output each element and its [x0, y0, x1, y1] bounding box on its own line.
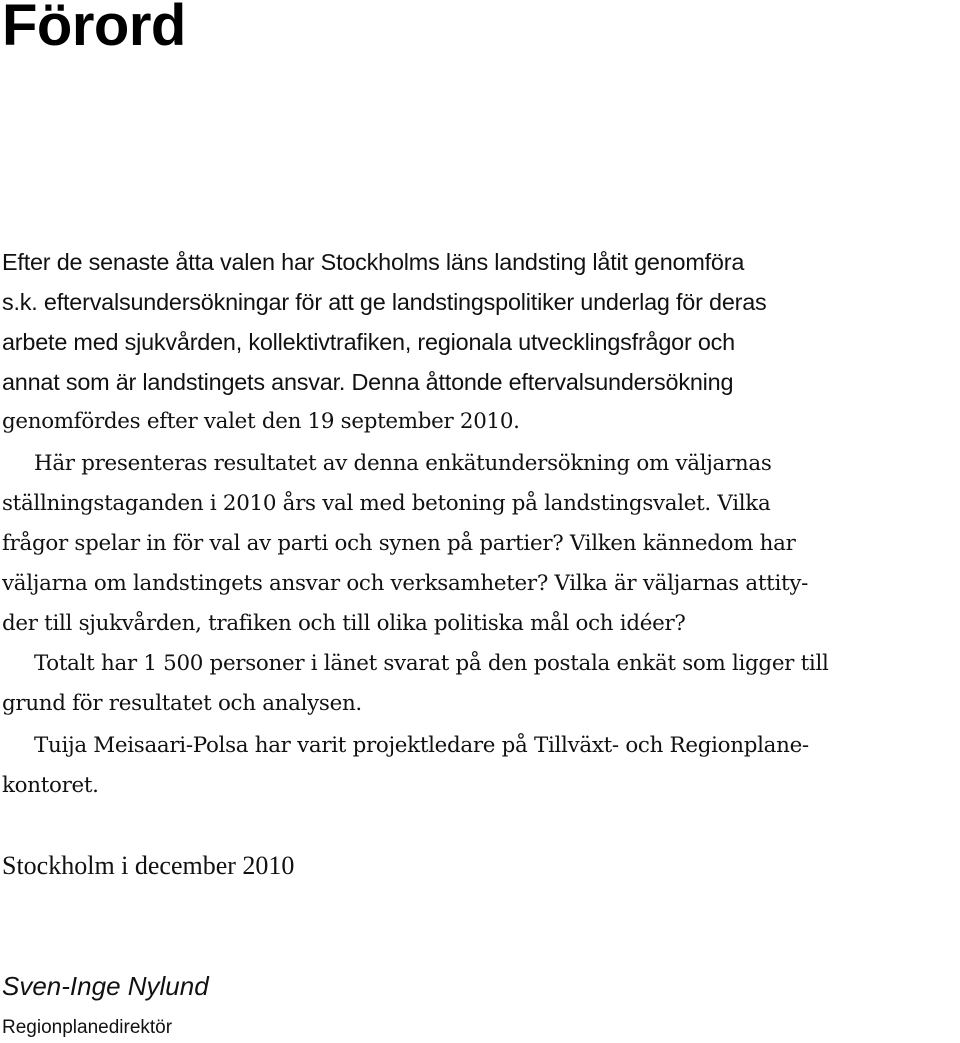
text-line: der till sjukvården, trafiken och till olika politiska mål och idéer?	[2, 611, 686, 636]
place-date: Stockholm i december 2010	[2, 851, 295, 880]
text-line: väljarna om landstingets ansvar och verksamheter? Vilka är väljarnas attity-	[2, 571, 809, 596]
page-title: Förord	[2, 0, 186, 58]
text-line: kontoret.	[2, 773, 99, 798]
text-line: s.k. eftervalsundersökningar för att ge landstingspolitiker underlag för deras	[2, 289, 767, 315]
text-line-mixed	[2, 362, 733, 403]
signature-role: Regionplanedirektör	[2, 1017, 173, 1038]
text-line: grund för resultatet och analysen.	[2, 691, 362, 716]
text-line-part: annat som är landstingets ansvar. Denna åttonde eftervalsundersökning	[2, 369, 734, 395]
paragraph-start: Här presenteras resultatet av denna enkätundersökning om väljarnas	[34, 451, 772, 476]
text-line: frågor spelar in för val av parti och synen på partier? Vilken kännedom har	[2, 531, 796, 556]
signature-name: Sven-Inge Nylund	[2, 971, 209, 1001]
paragraph-start: Totalt har 1 500 personer i länet svarat på den postala enkät som ligger till	[34, 651, 829, 676]
text-line: genomfördes efter valet den 19 september 2010.	[2, 409, 520, 434]
text-line: arbete med sjukvården, kollektivtrafiken, regionala utvecklingsfrågor och	[2, 329, 735, 355]
text-line: ställningstaganden i 2010 års val med betoning på landstingsvalet. Vilka	[2, 491, 771, 516]
text-line: Efter de senaste åtta valen har Stockholms läns landsting låtit genomföra	[2, 249, 745, 275]
paragraph-start: Tuija Meisaari-Polsa har varit projektledare på Tillväxt- och Regionplane-	[34, 733, 809, 758]
